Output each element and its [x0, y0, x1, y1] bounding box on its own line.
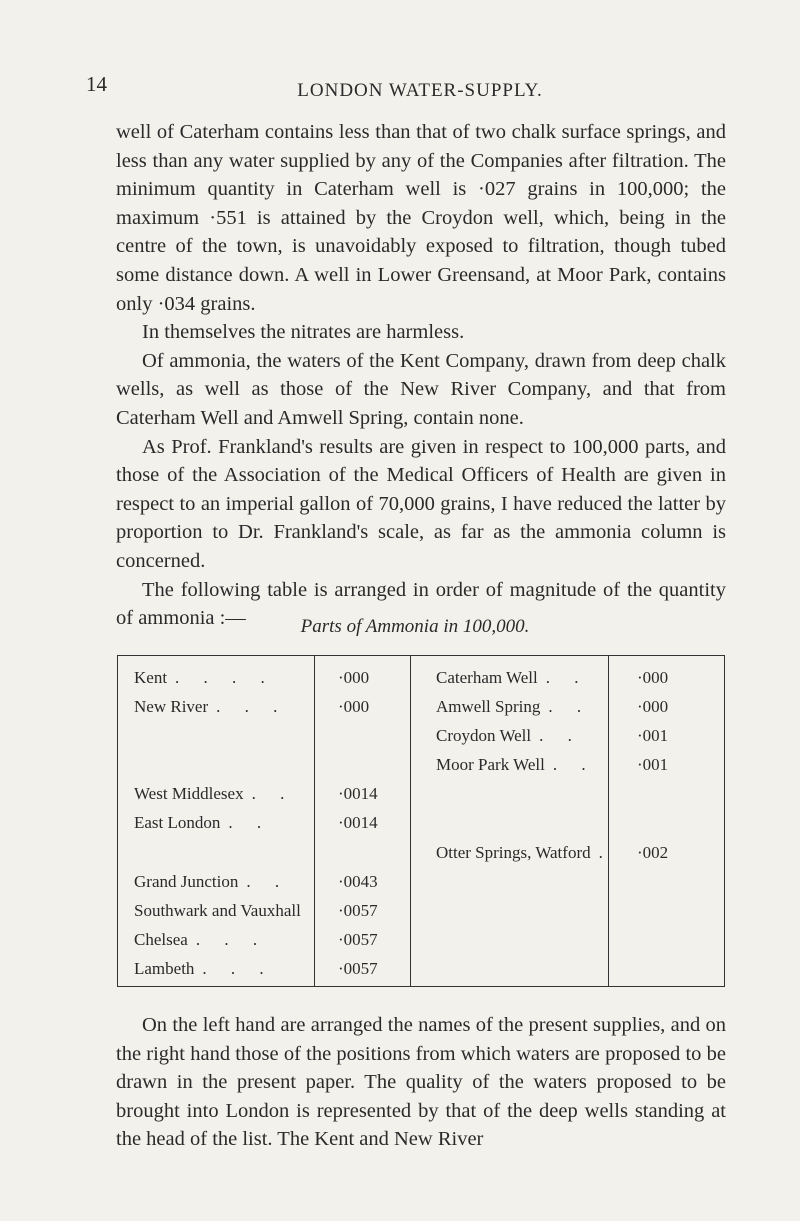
source-name: Caterham Well . .: [436, 668, 589, 687]
ammonia-value: ·001: [637, 755, 669, 774]
source-name: Otter Springs, Watford .: [436, 843, 613, 862]
supply-name: Kent . . . .: [134, 668, 275, 687]
supply-name: Chelsea . . .: [134, 930, 268, 949]
ammonia-value: ·000: [338, 697, 370, 716]
supply-name: Grand Junction . .: [134, 872, 290, 891]
ammonia-value: ·000: [338, 668, 370, 687]
paragraph: Of ammonia, the waters of the Kent Company, drawn from deep chalk wells, as well as those of the New River Company, and that from Caterham Well and Amwell Spring, contain none.: [116, 349, 726, 429]
closing-text: [116, 1011, 726, 1154]
ammonia-value: ·002: [637, 843, 669, 862]
paragraph: The following table is arranged in order of magnitude of the quantity of ammonia :—: [116, 578, 726, 630]
ammonia-value: ·000: [637, 668, 669, 687]
ammonia-value: ·0014: [338, 813, 378, 832]
ammonia-value: ·0057: [338, 901, 378, 920]
ammonia-value: ·0057: [338, 959, 378, 978]
running-head: LONDON WATER-SUPPLY.: [297, 80, 543, 101]
source-name: Moor Park Well . .: [436, 755, 596, 774]
paragraph: In themselves the nitrates are harmless.: [142, 321, 465, 344]
page-number: 14: [86, 72, 107, 96]
supply-name: West Middlesex . .: [134, 784, 295, 803]
paragraph: well of Caterham contains less than that of two chalk surface springs, and less than any water supplied by any of the Companies after filtration. The minimum quantity in Caterham well is ·027 grains in 100,000; the maximum ·551 is attained by the Croydon well, which, being in the centre of the town, is unavoidably exposed to filtration, though tubed some distance down. A well in Lower Greensand, at Moor Park, contains only ·034 grains.: [116, 121, 726, 315]
paragraph: On the left hand are arranged the names of the present supplies, and on the right hand those of the positions from which waters are proposed to be drawn in the present paper. The quality of the waters proposed to be brought into London is represented by that of the deep wells standing at the head of the list. The Kent and New River: [116, 1014, 726, 1151]
supply-name: New River . . .: [134, 697, 288, 716]
ammonia-table: [117, 655, 725, 987]
ammonia-value: ·0043: [338, 872, 378, 891]
ammonia-value: ·0014: [338, 784, 378, 803]
body-text: [116, 118, 726, 633]
ammonia-value: ·001: [637, 726, 669, 745]
supply-name: Southwark and Vauxhall: [134, 901, 301, 920]
table-caption: Parts of Ammonia in 100,000.: [300, 616, 530, 637]
column-divider: [314, 656, 315, 986]
column-divider: [410, 656, 411, 986]
column-divider: [608, 656, 609, 986]
ammonia-value: ·000: [637, 697, 669, 716]
source-name: Amwell Spring . .: [436, 697, 592, 716]
supply-name: East London . .: [134, 813, 272, 832]
source-name: Croydon Well . .: [436, 726, 582, 745]
ammonia-value: ·0057: [338, 930, 378, 949]
paragraph: As Prof. Frankland's results are given in respect to 100,000 parts, and those of the Association of the Medical Officers of Health are given in respect to an imperial gallon of 70,000 grains, I have reduced the latter by proportion to Dr. Frankland's scale, as far as the ammonia column is concerned.: [116, 435, 726, 572]
supply-name: Lambeth . . .: [134, 959, 274, 978]
